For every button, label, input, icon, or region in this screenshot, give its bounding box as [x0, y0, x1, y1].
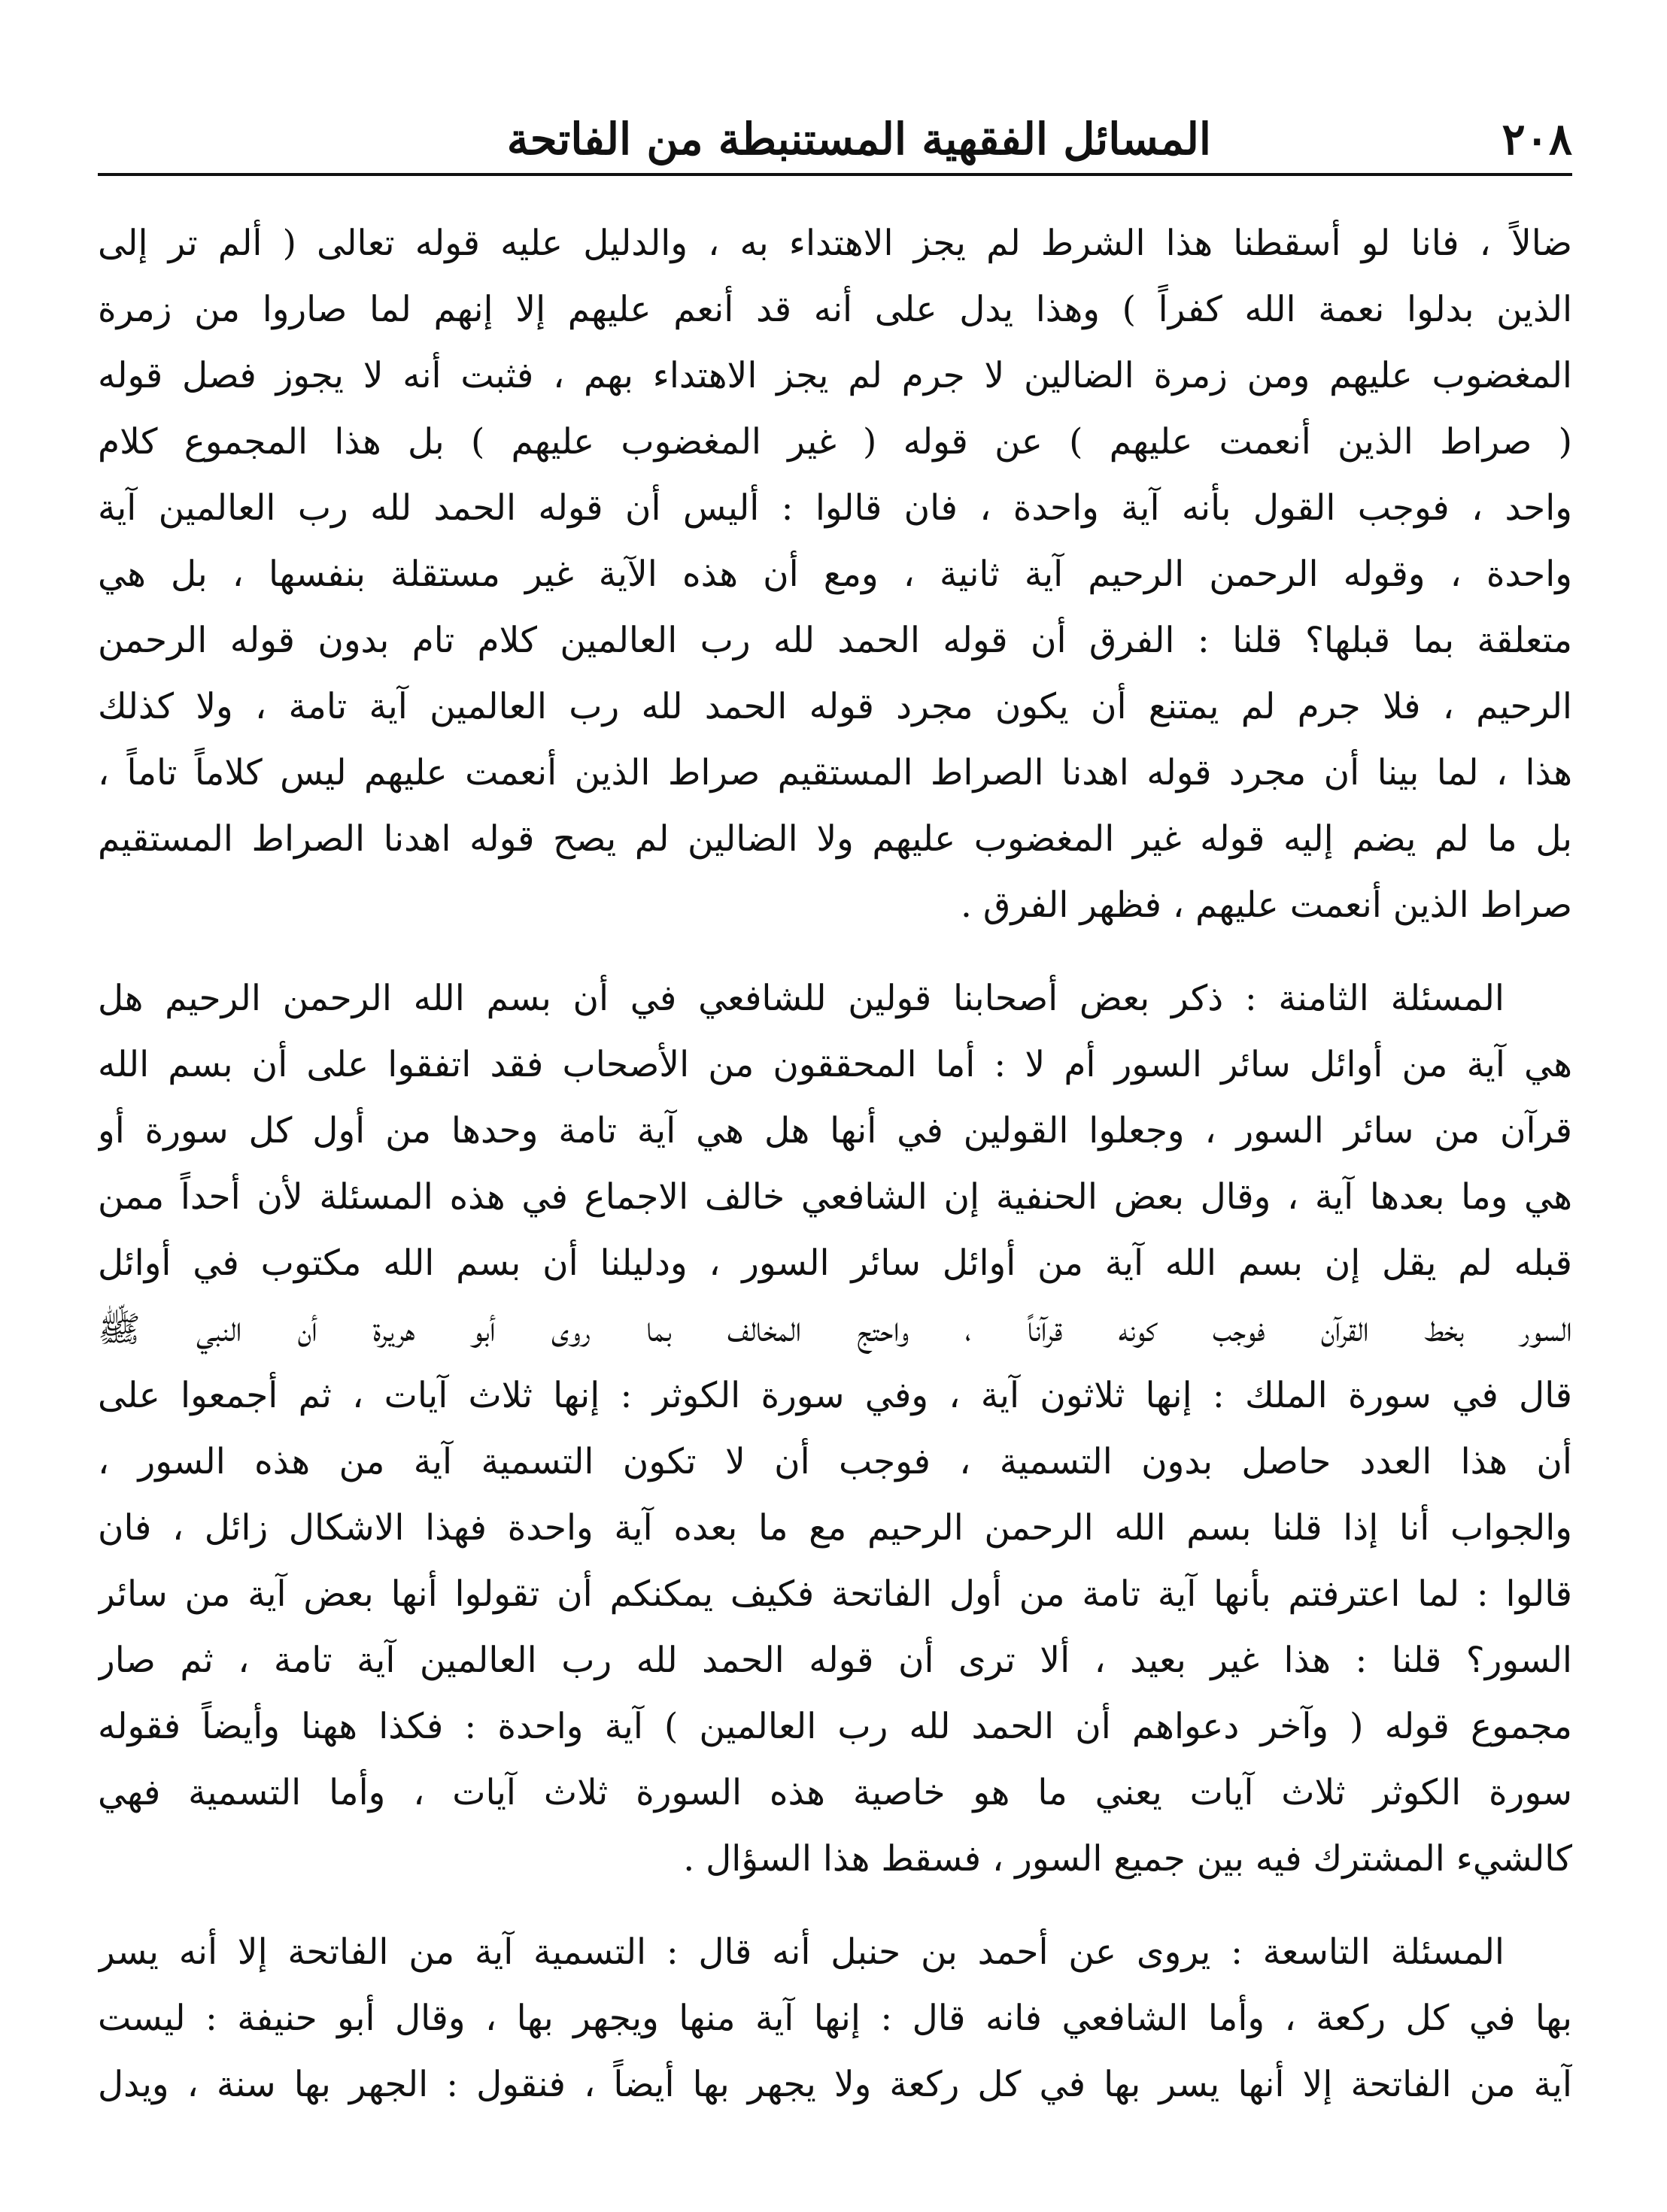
book-page: [98, 105, 1572, 2181]
text-line: ضالاً ، فانا لو أسقطنا هذا الشرط لم يجز الاهتداء به ، والدليل عليه قوله تعالى ( ألم تر إلى: [98, 223, 1572, 264]
text-line: قالوا : لما اعترفتم بأنها آية تامة من أول الفاتحة فكيف يمكنكم أن تقولوا أنها بعض آية من سائر: [98, 1573, 1572, 1615]
text-line: قبله لم يقل إن بسم الله آية من أوائل سائر السور ، ودليلنا أن بسم الله مكتوب في أوائل: [98, 1243, 1572, 1284]
paragraph: [98, 1919, 1572, 2118]
text-line: والجواب أنا إذا قلنا بسم الله الرحمن الرحيم مع ما بعده آية واحدة فهذا الاشكال زائل ، فان: [98, 1507, 1572, 1549]
text-line: كالشيء المشترك فيه بين جميع السور ، فسقط هذا السؤال .: [683, 1838, 1572, 1880]
page-header: [98, 105, 1572, 176]
text-line: قال في سورة الملك : إنها ثلاثون آية ، وفي سورة الكوثر : إنها ثلاث آيات ، ثم أجمعوا على: [98, 1375, 1572, 1416]
text-line: صراط الذين أنعمت عليهم ، فظهر الفرق .: [961, 884, 1572, 926]
text-line: واحدة ، وقوله الرحمن الرحيم آية ثانية ، ومع أن هذه الآية غير مستقلة بنفسها ، بل هي: [98, 554, 1572, 595]
text-line: سورة الكوثر ثلاث آيات يعني ما هو خاصية هذه السورة ثلاث آيات ، وأما التسمية فهي: [98, 1772, 1572, 1813]
text-line: قرآن من سائر السور ، وجعلوا القولين في أنها هل هي آية تامة وحدها من أول كل سورة أو: [98, 1110, 1572, 1152]
text-line: المسئلة الثامنة : ذكر بعض أصحابنا قولين للشافعي في أن بسم الله الرحمن الرحيم هل: [98, 978, 1505, 1019]
text-line: الذين بدلوا نعمة الله كفراً ) وهذا يدل على أنه قد أنعم عليهم إلا إنهم لما صاروا من زمرة: [98, 289, 1572, 330]
page-number: ٢٠٨: [1502, 114, 1572, 165]
running-title: المسائل الفقهية المستنبطة من الفاتحة: [506, 114, 1211, 165]
text-line: بها في كل ركعة ، وأما الشافعي فانه قال : إنها آية منها ويجهر بها ، وقال أبو حنيفة : ليست: [98, 1998, 1572, 2039]
text-line: السور بخط القرآن فوجب كونه قرآناً ، واحتج المخالف بما روى أبو هريرة أن النبي ﷺ: [98, 1309, 1572, 1350]
text-line: هي وما بعدها آية ، وقال بعض الحنفية إن الشافعي خالف الاجماع في هذه المسئلة لأن أحداً ممن: [98, 1176, 1572, 1218]
text-line: بل ما لم يضم إليه قوله غير المغضوب عليهم ولا الضالين لم يصح قوله اهدنا الصراط المستقيم: [98, 818, 1572, 860]
paragraph: [98, 211, 1572, 939]
text-line: المسئلة التاسعة : يروى عن أحمد بن حنبل أنه قال : التسمية آية من الفاتحة إلا أنه يسر: [98, 1931, 1505, 1973]
text-line: ( صراط الذين أنعمت عليهم ) عن قوله ( غير المغضوب عليهم ) بل هذا المجموع كلام: [98, 421, 1572, 463]
text-line: واحد ، فوجب القول بأنه آية واحدة ، فان قالوا : أليس أن قوله الحمد لله رب العالمين آية: [98, 487, 1572, 529]
text-line: آية من الفاتحة إلا أنها يسر بها في كل ركعة ولا يجهر بها أيضاً ، فنقول : الجهر بها سنة ، ويدل: [98, 2064, 1572, 2105]
text-line: متعلقة بما قبلها؟ قلنا : الفرق أن قوله الحمد لله رب العالمين كلام تام بدون قوله الرحمن: [98, 620, 1572, 661]
text-line: مجموع قوله ( وآخر دعواهم أن الحمد لله رب العالمين ) آية واحدة : فكذا ههنا وأيضاً فقوله: [98, 1706, 1572, 1747]
text-line: السور؟ قلنا : هذا غير بعيد ، ألا ترى أن قوله الحمد لله رب العالمين آية تامة ، ثم صار: [98, 1640, 1572, 1681]
paragraph: [98, 966, 1572, 1892]
text-line: أن هذا العدد حاصل بدون التسمية ، فوجب أن لا تكون التسمية آية من هذه السور ،: [98, 1441, 1572, 1482]
text-line: هي آية من أوائل سائر السور أم لا : أما المحققون من الأصحاب فقد اتفقوا على أن بسم الله: [98, 1044, 1572, 1085]
body-text: [98, 211, 1572, 2118]
text-line: هذا ، لما بينا أن مجرد قوله اهدنا الصراط المستقيم صراط الذين أنعمت عليهم ليس كلاماً تاماً ،: [98, 752, 1572, 793]
text-line: الرحيم ، فلا جرم لم يمتنع أن يكون مجرد قوله الحمد لله رب العالمين آية تامة ، ولا كذلك: [98, 686, 1572, 727]
text-line: المغضوب عليهم ومن زمرة الضالين لا جرم لم يجز الاهتداء بهم ، فثبت أنه لا يجوز فصل قوله: [98, 355, 1572, 396]
